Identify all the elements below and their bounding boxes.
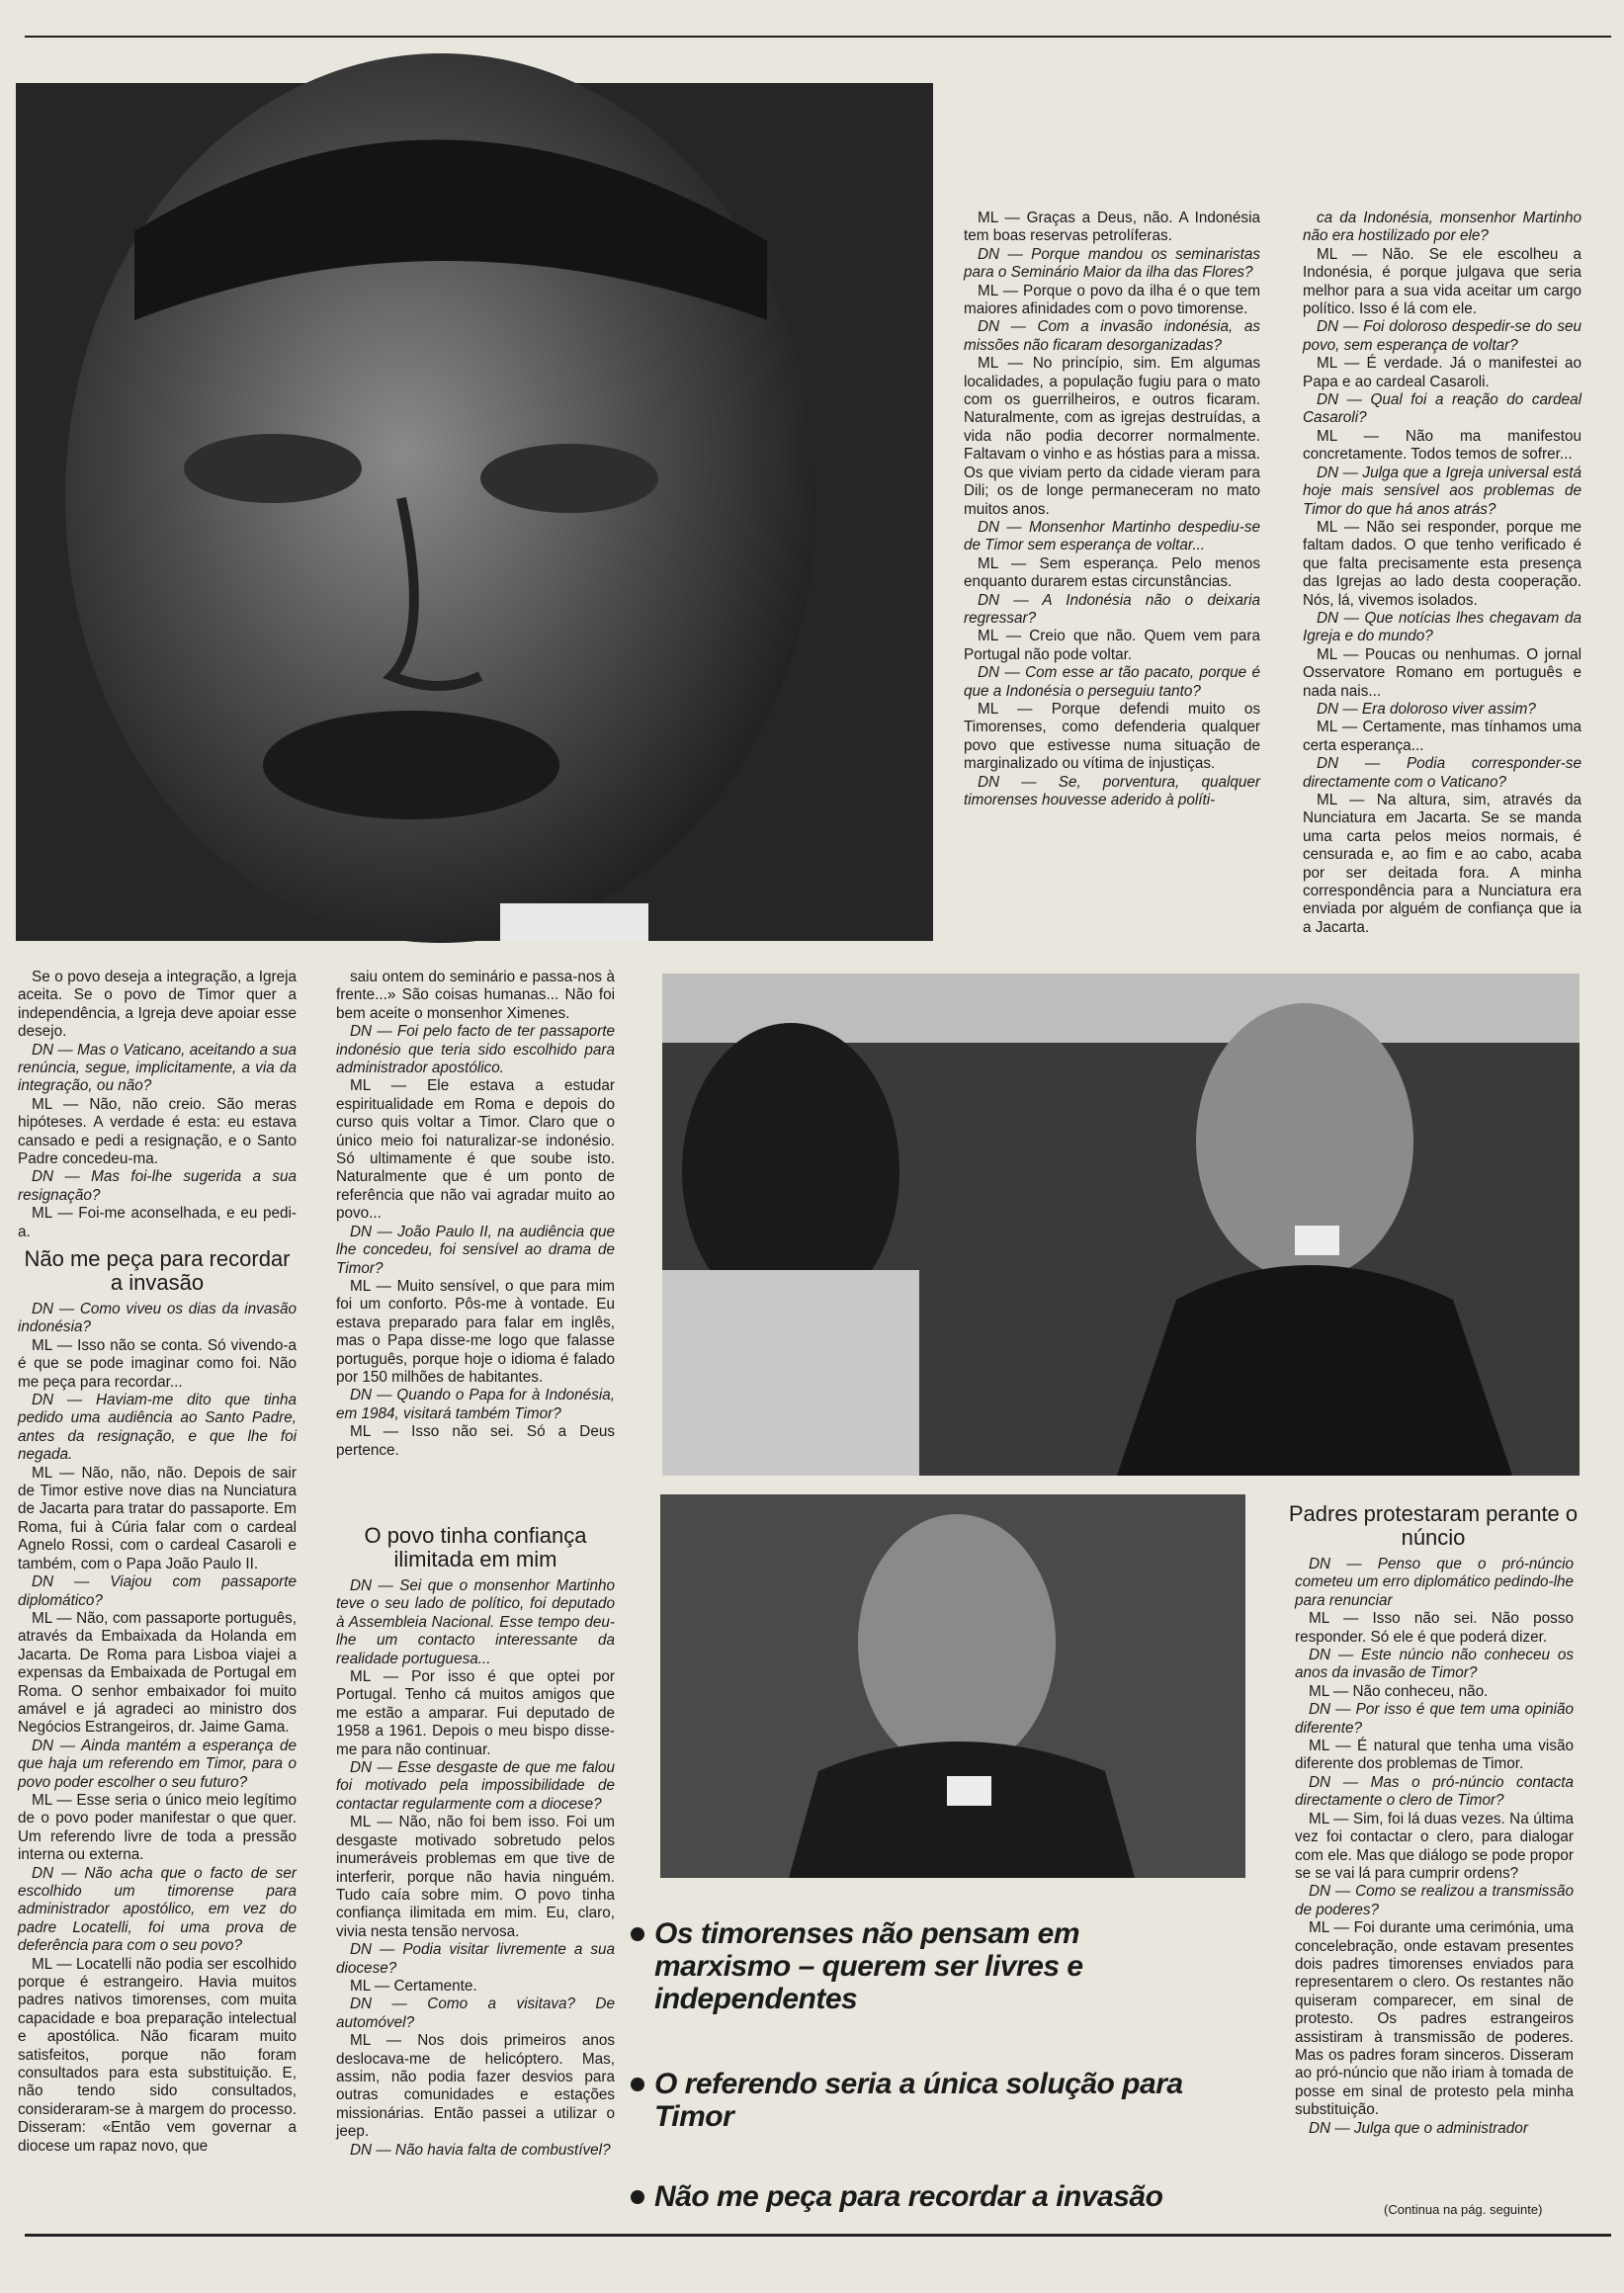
column-1-bottom bbox=[18, 1301, 297, 2224]
paragraph: DN — João Paulo II, na audiência que lhe concedeu, foi sensível ao drama de Timor? bbox=[336, 1223, 615, 1277]
continuation-note: (Continua na pág. seguinte) bbox=[1384, 2202, 1543, 2217]
bishop-image bbox=[660, 1494, 1245, 1878]
paragraph: ML — Não. Se ele escolheu a Indonésia, é porque julgava que seria melhor para a sua vida aceitar um cargo político. Isso é lá com ele. bbox=[1303, 245, 1581, 318]
column-far-right-top bbox=[1303, 210, 1581, 961]
bullet-icon bbox=[631, 2078, 644, 2091]
paragraph: ML — Esse seria o único meio legítimo de o povo poder manifestar o que quer. Um referendo livre de toda a pressão interna ou externa. bbox=[18, 1791, 297, 1864]
paragraph: DN — Podia corresponder-se directamente com o Vaticano? bbox=[1303, 755, 1581, 791]
bullet-icon bbox=[631, 1927, 644, 1941]
paragraph: ML — Não conheceu, não. bbox=[1309, 1682, 1489, 1700]
paragraph: Se o povo deseja a integração, a Igreja aceita. Se o povo de Timor quer a independência, a Igreja deve apoiar esse desejo. bbox=[18, 969, 297, 1041]
paragraph: ML — Na altura, sim, através da Nunciatura em Jacarta. Se se manda uma carta pelos meios normais, é censurada e, ao fim e ao cabo, acaba por ser deitada fora. A minha correspondência para a Nunciatura era enviada por alguém de confiança que ia a Jacarta. bbox=[1303, 792, 1581, 936]
paragraph: ML — Nos dois primeiros anos deslocava-me de helicóptero. Mas, assim, não podia fazer desvios para outras comunidades e estações missionárias. Então passei a utilizar o jeep. bbox=[336, 2032, 615, 2141]
paragraph: DN — A Indonésia não o deixaria regressar? bbox=[964, 591, 1260, 627]
pullquote-text: Não me peça para recordar a invasão bbox=[654, 2180, 1163, 2213]
paragraph: DN — Que notícias lhes chegavam da Igreja e do mundo? bbox=[1303, 609, 1581, 645]
column-2-bottom bbox=[336, 1577, 615, 2224]
paragraph: DN — Como a visitava? De automóvel? bbox=[336, 1996, 615, 2031]
bishop-photo bbox=[660, 1494, 1245, 1878]
paragraph: ML — Creio que não. Quem vem para Portugal não pode voltar. bbox=[964, 628, 1260, 663]
top-rule bbox=[25, 36, 1611, 38]
paragraph: DN — Com a invasão indonésia, as missões não ficaram desorganizadas? bbox=[964, 318, 1260, 354]
paragraph: DN — Quando o Papa for à Indonésia, em 1984, visitará também Timor? bbox=[336, 1387, 615, 1422]
subheading-invasao: Não me peça para recordar a invasão bbox=[24, 1246, 291, 1295]
paragraph: ML — Porque defendi muito os Timorenses, como defenderia qualquer povo que estivesse numa situação de marginalizado ou vítima de injustiças. bbox=[964, 700, 1260, 773]
paragraph: DN — Mas foi-lhe sugerida a sua resignação? bbox=[18, 1168, 297, 1204]
paragraph: DN — Sei que o monsenhor Martinho teve o seu lado de político, foi deputado à Assembleia Nacional. Esse tempo deu-lhe um contacto interessante da realidade portuguesa... bbox=[336, 1577, 615, 1667]
paragraph: ML — Poucas ou nenhumas. O jornal Osservatore Romano em português e nada nais... bbox=[1303, 645, 1581, 700]
paragraph: ML — Não, não foi bem isso. Foi um desgaste motivado sobretudo pelos inumeráveis problemas em que tive de interferir, porque não havia ninguém. Tudo caía sobre mim. O povo tinha confiança ilimitada em mim. Eu, claro, vivia nesta tensão nervosa. bbox=[336, 1814, 615, 1940]
paragraph: ML — No princípio, sim. Em algumas localidades, a população fugiu para o mato com os guerrilheiros, e outros ficaram. Naturalmente, com as igrejas destruídas, a vida não podia decorrer normalmente. Faltavam o vinho e as hóstias para a missa. Os que viviam perto da cidade vieram para Dili; os de longe permaneceram no mato muitos anos. bbox=[964, 355, 1260, 518]
column-1-top bbox=[18, 969, 297, 1240]
paragraph: ML — Não, com passaporte português, através da Embaixada da Holanda em Jacarta. De Roma para Lisboa viajei a expensas da Embaixada de Portugal em Roma. O senhor embaixador foi muito amável e já agradeci ao ministro dos Negócios Estrangeiros, dr. Jaime Gama. bbox=[18, 1609, 297, 1737]
paragraph: DN — Porque mandou os seminaristas para o Seminário Maior da ilha das Flores? bbox=[964, 245, 1260, 282]
paragraph: DN — Como se realizou a transmissão de poderes? bbox=[1295, 1883, 1574, 1918]
column-2-top bbox=[336, 969, 615, 1510]
portrait-photo bbox=[16, 83, 933, 941]
paragraph: DN — Era doloroso viver assim? bbox=[1317, 700, 1536, 718]
pullquote-text: O referendo seria a única solução para Timor bbox=[654, 2068, 1183, 2133]
paragraph: DN — Se, porventura, qualquer timorenses houvesse aderido à políti- bbox=[964, 773, 1260, 808]
paragraph: ML — Não, não, não. Depois de sair de Timor estive nove dias na Nunciatura de Jacarta para tratar do passaporte. Em Roma, fui à Cúria falar com o cardeal Agnelo Rossi, com o cardeal Casaroli e também, com o Papa João Paulo II. bbox=[18, 1464, 297, 1572]
subheading-confianca: O povo tinha confiança ilimitada em mim bbox=[364, 1523, 587, 1571]
paragraph: DN — Podia visitar livremente a sua diocese? bbox=[336, 1941, 615, 1977]
bullet-icon bbox=[631, 2190, 644, 2204]
paragraph: ML — Foi-me aconselhada, e eu pedi-a. bbox=[18, 1205, 297, 1240]
paragraph: DN — Foi pelo facto de ter passaporte indonésio que teria sido escolhido para administrador apostólico. bbox=[336, 1023, 615, 1077]
paragraph: ML — Isso não se conta. Só vivendo-a é que se pode imaginar como foi. Não me peça para recordar... bbox=[18, 1336, 297, 1391]
paragraph: ca da Indonésia, monsenhor Martinho não era hostilizado por ele? bbox=[1303, 210, 1581, 245]
pullquote-1 bbox=[654, 1917, 1188, 2015]
bottom-rule bbox=[25, 2234, 1611, 2237]
portrait-image bbox=[16, 83, 933, 941]
paragraph: DN — Ainda mantém a esperança de que haja um referendo em Timor, para o povo poder escolher o seu futuro? bbox=[18, 1737, 297, 1791]
paragraph: ML — Ele estava a estudar espiritualidade em Roma e depois do curso quis voltar a Timor. Claro que o único meio foi naturalizar-se indonésio. Só ultimamente é que soube isto. Naturalmente que é um ponto de referência que não vai agradar muito ao povo... bbox=[336, 1077, 615, 1223]
paragraph: ML — Muito sensível, o que para mim foi um conforto. Pôs-me à vontade. Eu estava preparado para falar em inglês, mas o Papa disse-me logo que falasse português, porque hoje o idioma é falado por 150 milhões de habitantes. bbox=[336, 1277, 615, 1386]
paragraph: ML — Sim, foi lá duas vezes. Na última vez foi contactar o clero, para dialogar com ele. Mas que diálogo se pode propor se se vai lá para cumprir ordens? bbox=[1295, 1810, 1574, 1882]
column-4-bottom bbox=[1295, 1556, 1574, 2204]
paragraph: ML — Certamente. bbox=[350, 1977, 477, 1995]
paragraph: ML — Porque o povo da ilha é o que tem maiores afinidades com o povo timorense. bbox=[964, 282, 1260, 318]
subheading-padres: Padres protestaram perante o núncio bbox=[1288, 1501, 1579, 1550]
paragraph: DN — Esse desgaste de que me falou foi motivado pela impossibilidade de contactar regularmente com a diocese? bbox=[336, 1759, 615, 1813]
paragraph: ML — Sem esperança. Pelo menos enquanto durarem estas circunstâncias. bbox=[964, 554, 1260, 591]
paragraph: DN — Viajou com passaporte diplomático? bbox=[18, 1573, 297, 1609]
paragraph: DN — Mas o Vaticano, aceitando a sua renúncia, segue, implicitamente, a via da integração, ou não? bbox=[18, 1041, 297, 1095]
paragraph: DN — Haviam-me dito que tinha pedido uma audiência ao Santo Padre, antes da resignação, e que lhe foi negada. bbox=[18, 1392, 297, 1464]
paragraph: DN — Julga que o administrador bbox=[1309, 2119, 1528, 2137]
paragraph: ML — Graças a Deus, não. A Indonésia tem boas reservas petrolíferas. bbox=[964, 210, 1260, 245]
paragraph: ML — Foi durante uma cerimónia, uma concelebração, onde estavam presentes dois padres timorenses enviados para representarem o clero. Os restantes não quiseram comparecer, em sinal de protesto. Os padres estrangeiros assistiram à transmissão de poderes. Mas os padres foram sinceros. Disseram ao pró-núncio que não iriam à tomada de posse em sinal de protesto pela minha substituição. bbox=[1295, 1919, 1574, 2119]
interview-photo bbox=[662, 974, 1580, 1476]
paragraph: DN — Não acha que o facto de ser escolhido um timorense para administrador apostólico, em vez do padre Locatelli, foi uma prova de deferência para com o seu povo? bbox=[18, 1864, 297, 1955]
paragraph: DN — Qual foi a reação do cardeal Casaroli? bbox=[1303, 391, 1581, 427]
pullquote-3 bbox=[654, 2180, 1188, 2213]
paragraph: ML — É verdade. Já o manifestei ao Papa e ao cardeal Casaroli. bbox=[1303, 355, 1581, 390]
paragraph: DN — Mas o pró-núncio contacta directamente o clero de Timor? bbox=[1295, 1773, 1574, 1810]
paragraph: ML — É natural que tenha uma visão diferente dos problemas de Timor. bbox=[1295, 1738, 1574, 1773]
paragraph: DN — Por isso é que tem uma opinião diferente? bbox=[1295, 1701, 1574, 1737]
pullquote-text: Os timorenses não pensam em marxismo – querem ser livres e independentes bbox=[654, 1917, 1083, 2015]
paragraph: DN — Este núncio não conheceu os anos da invasão de Timor? bbox=[1295, 1647, 1574, 1682]
interview-image bbox=[662, 974, 1580, 1476]
paragraph: ML — Isso não sei. Só a Deus pertence. bbox=[336, 1423, 615, 1459]
paragraph: DN — Foi doloroso despedir-se do seu povo, sem esperança de voltar? bbox=[1303, 318, 1581, 354]
paragraph: ML — Locatelli não podia ser escolhido porque é estrangeiro. Havia muitos padres nativos timorenses, com muita capacidade e boa preparação intelectual e apostólica. Não ficaram muito satisfeitos, porque não foram consultados para esta substituição. E, não tendo sido consultados, consideraram-se à margem do processo. Disseram: «Então vem governar a diocese um rapaz novo, que bbox=[18, 1955, 297, 2155]
paragraph: DN — Monsenhor Martinho despediu-se de Timor sem esperança de voltar... bbox=[964, 518, 1260, 554]
paragraph: ML — Certamente, mas tínhamos uma certa esperança... bbox=[1303, 719, 1581, 754]
paragraph: ML — Não ma manifestou concretamente. Todos temos de sofrer... bbox=[1303, 427, 1581, 464]
paragraph: ML — Isso não sei. Não posso responder. Só ele é que poderá dizer. bbox=[1295, 1610, 1574, 1646]
paragraph: ML — Por isso é que optei por Portugal. Tenho cá muitos amigos que me estão a amparar. Fui deputado de 1958 a 1961. Depois o meu bispo disse-me para não continuar. bbox=[336, 1668, 615, 1758]
paragraph: DN — Julga que a Igreja universal está hoje mais sensível aos problemas de Timor do que há anos atrás? bbox=[1303, 464, 1581, 518]
paragraph: DN — Com esse ar tão pacato, porque é que a Indonésia o perseguiu tanto? bbox=[964, 664, 1260, 700]
paragraph: ML — Não sei responder, porque me faltam dados. O que tenho verificado é que falta precisamente esta presença das Igrejas ao lado desta cooperação. Nós, lá, vivemos isolados. bbox=[1303, 518, 1581, 609]
paragraph: DN — Penso que o pró-núncio cometeu um erro diplomático pedindo-lhe para renunciar bbox=[1295, 1556, 1574, 1609]
column-right-top bbox=[964, 210, 1260, 961]
paragraph: DN — Como viveu os dias da invasão indonésia? bbox=[18, 1301, 297, 1336]
paragraph: ML — Não, não creio. São meras hipóteses. A verdade é esta: eu estava cansado e pedi a resignação, e o Santo Padre concedeu-ma. bbox=[18, 1095, 297, 1168]
paragraph: DN — Não havia falta de combustível? bbox=[350, 2141, 611, 2159]
paragraph: saiu ontem do seminário e passa-nos à frente...» São coisas humanas... Não foi bem aceite o monsenhor Ximenes. bbox=[336, 969, 615, 1022]
pullquote-2 bbox=[654, 2068, 1188, 2133]
